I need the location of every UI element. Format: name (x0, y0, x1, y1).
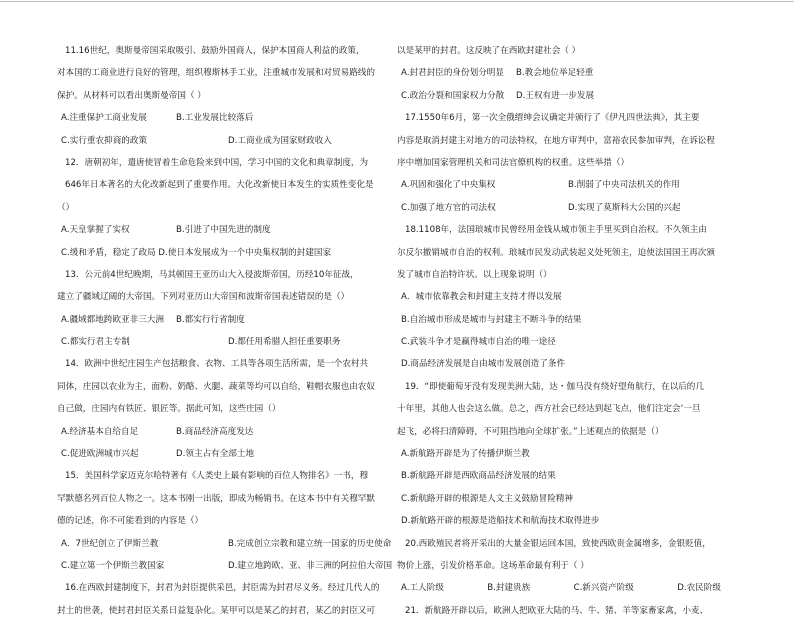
question-text-line: 对本国的工商业进行良好的管理，组织穆斯林手工业，注重城市发展和对贸易路线的 (57, 68, 375, 79)
answer-option: B.工业发展比较落后 (176, 113, 254, 124)
answer-options-row (57, 533, 397, 555)
answer-option: C.武装斗争才是赢得城市自治的唯一途径 (401, 337, 556, 348)
answer-option: A.经济基本自给自足 (61, 426, 139, 437)
answer-option: A.新航路开辟是为了传播伊斯兰教 (401, 449, 530, 460)
answer-option: D.都任用希腊人担任重要职务 (228, 337, 341, 348)
answer-option: D.新航路开辟的根源是造船技术和航海技术取得进步 (401, 516, 600, 527)
answer-option: B.引进了中国先进的制度 (176, 225, 271, 236)
answer-option: C.新航路开辟的根源是人文主义鼓励冒险精神 (401, 493, 574, 504)
question-text-line: 发了城市自治特许状。以上现象说明（） (397, 269, 552, 280)
question-text-line: 德的记述，你不可能看到的内容是（） (57, 516, 204, 527)
answer-option: C.加强了地方官的司法权 (401, 202, 496, 213)
question-text-line: 17.1550年6月，第一次全俄缙绅会议确定并颁行了《伊凡四世法典》，其主要 (405, 113, 700, 124)
answer-option: A.巩固和强化了中央集权 (401, 180, 496, 191)
answer-option: A.封君封臣的身份划分明显 (401, 68, 504, 79)
answer-option: B.教会地位举足轻重 (516, 68, 594, 79)
answer-option: C.促进欧洲城市兴起 (61, 449, 139, 460)
answer-options-row (397, 85, 737, 107)
question-text-line: 11.16世纪，奥斯曼帝国采取吸引、鼓励外国商人，保护本国商人利益的政策， (65, 46, 365, 56)
answer-option: D.商品经济发展是自由城市发展创造了条件 (401, 359, 566, 370)
question-text-line: 序中增加国家管理机关和司法官僚机构的权重。这些举措（） (397, 157, 630, 168)
answer-option: B.削弱了中央司法机关的作用 (568, 180, 680, 191)
answer-option: D.领主占有全部土地 (176, 449, 255, 460)
question-text-line: 罕默德名列百位人物之一。这本书刚一出版，即成为畅销书。在这本书中有关穆罕默 (57, 493, 375, 504)
question-text-line: 同体，庄园以农业为主，面粉、奶酪、火腿、蔬菜等均可以自给，鞋帽衣服也由农奴 (57, 381, 375, 392)
question-text-line: 18.1108年，法国琅城市民曾经用金钱从城市领主手里买到自治权。不久领主由 (405, 225, 707, 236)
answer-option: A.注重保护工商业发展 (61, 113, 147, 124)
question-text-line: 21．新航路开辟以后，欧洲人把欧亚大陆的马、牛、猪、羊等家畜家禽，小麦、 (405, 605, 709, 616)
answer-option: B.自治城市形成是城市与封建主不断斗争的结果 (401, 314, 582, 325)
right-column (397, 40, 737, 622)
question-text-line: 内容是取消封建主对地方的司法特权，在地方审判中，富裕农民参加审判，在诉讼程 (397, 135, 715, 146)
answer-option: A.工人阶级 (401, 583, 444, 594)
answer-options-row (397, 197, 737, 219)
answer-option: C.建立第一个伊斯兰教国家 (61, 560, 165, 571)
answer-option: A.疆域都地跨欧亚非三大洲 (61, 314, 164, 325)
question-text-line: 建立了疆域辽阔的大帝国。下列对亚历山大帝国和波斯帝国表述错误的是（） (57, 292, 350, 303)
answer-option: A．7世纪创立了伊斯兰教 (61, 538, 159, 549)
answer-option: B.都实行行省制度 (176, 314, 245, 325)
answer-options-row (57, 421, 397, 443)
answer-option: D.实现了莫斯科大公国的兴起 (568, 202, 681, 213)
answer-options-row (57, 555, 397, 577)
question-text-line: （） (57, 202, 75, 213)
question-text-line: 19．“即使葡萄牙没有发现美洲大陆，达・伽马没有绕好望角航行，在以后的几 (405, 381, 704, 392)
question-text-line: 十年里，其他人也会这么做。总之，西方社会已经达到起飞点，他们注定会‘一旦 (397, 404, 701, 415)
answer-option: D.工商业成为国家财政收入 (228, 135, 332, 146)
answer-options-row (57, 309, 397, 331)
question-text-line: 起飞，必将扫清障碍，不可阻挡地向全球扩张。”上述观点的依据是（） (397, 426, 664, 437)
answer-options-row (397, 62, 737, 84)
answer-option: D.农民阶级 (677, 583, 721, 594)
question-text-line: 20.西欧殖民者将开采出的大量金银运回本国，致使西欧贵金属增多，金银贬值， (405, 538, 711, 549)
answer-option: B.新航路开辟是西欧商品经济发展的结果 (401, 471, 556, 482)
answer-options-row (57, 443, 397, 465)
answer-option: B.完成创立宗教和建立统一国家的历史使命 (228, 538, 392, 549)
question-text-line: 15．美国科学家迈克尔哈特著有《人类史上最有影响的百位人物排名》一书，穆 (65, 471, 369, 482)
answer-option: C.都实行君主专制 (61, 337, 130, 348)
question-text-line: 封土的世袭，使封君封臣关系日益复杂化。某甲可以是某乙的封君，某乙的封臣又可 (57, 605, 375, 616)
answer-options-row (57, 331, 397, 353)
question-text-line: 物价上涨，引发价格革命。这场革命最有利于（ ） (397, 560, 589, 571)
question-text-line: 12．唐朝初年，遣唐使冒着生命危险来到中国，学习中国的文化和典章制度，为 (65, 157, 369, 168)
answer-options-row (57, 219, 397, 241)
answer-options-row (397, 577, 721, 599)
answer-option: B.商品经济高度发达 (176, 426, 254, 437)
top-border (0, 1, 794, 2)
answer-options-row (57, 107, 397, 129)
answer-option: C.实行重农抑商的政策 (61, 135, 148, 146)
question-text-line: 尔反尔撤销城市自治的权利。琅城市民发动武装起义处死领主，迫使法国国王再次颁 (397, 247, 715, 258)
question-text-line: 16.在西欧封建制度下，封君为封臣提供采邑，封臣需为封君尽义务。经过几代人的 (65, 583, 380, 594)
answer-option: D.王权有进一步发展 (516, 90, 595, 101)
answer-option: A.天皇掌握了实权 (61, 225, 130, 236)
question-text-line: 保护。从材料可以看出奥斯曼帝国（ ） (57, 90, 206, 101)
answer-option: B.封建贵族 (487, 583, 531, 594)
question-text-line: 以是某甲的封君。这反映了在西欧封建社会（ ） (397, 46, 581, 56)
answer-option: D.建立地跨欧、亚、非三洲的阿拉伯大帝国 (228, 560, 393, 571)
answer-option: A．城市依靠教会和封建主支持才得以发展 (401, 292, 562, 303)
left-column (57, 40, 397, 622)
answer-option: C.新兴资产阶级 (573, 583, 634, 594)
answer-options-row (397, 174, 737, 196)
answer-option: C.缓和矛盾，稳定了政局 D.使日本发展成为一个中央集权制的封建国家 (61, 247, 332, 258)
answer-options-row (57, 130, 397, 152)
question-text-line: 14．欧洲中世纪庄园生产包括粮食、衣物、工具等各项生活所需，是一个农村共 (65, 359, 369, 370)
question-text-line: 646年日本著名的大化改新起到了重要作用。大化改新使日本发生的实质性变化是 (65, 180, 374, 191)
question-text-line: 13．公元前4世纪晚期，马其顿国王亚历山大入侵波斯帝国，历经10年征战， (65, 269, 359, 280)
question-text-line: 自己做，庄园内有铁匠、银匠等。据此可知，这些庄园（） (57, 404, 281, 415)
answer-option: C.政治分裂和国家权力分散 (401, 90, 505, 101)
